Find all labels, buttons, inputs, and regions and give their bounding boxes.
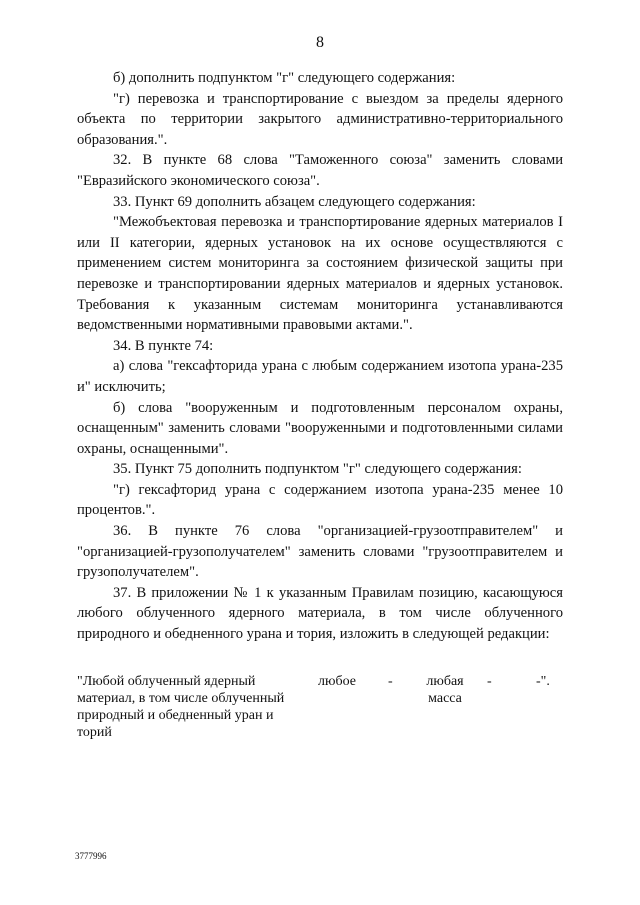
paragraph: 35. Пункт 75 дополнить подпунктом "г" следующего содержания:	[113, 461, 522, 478]
paragraph: 33. Пункт 69 дополнить абзацем следующего содержания:	[113, 193, 476, 210]
paragraph: 36. В пункте 76 слова "организацией-грузоотправителем" и "организацией-грузополучателем" заменить словами "грузоотправителем и грузополучателем".	[77, 523, 563, 581]
paragraph: 32. В пункте 68 слова "Таможенного союза" заменить словами "Евразийского экономического союза".	[77, 152, 563, 189]
page-number: 8	[316, 34, 324, 51]
table-cell-material: "Любой облученный ядерный материал, в том числе облученный природный и обедненный уран и торий	[77, 674, 285, 740]
paragraph: а) слова "гексафторида урана с любым содержанием изотопа урана-235 и" исключить;	[77, 358, 563, 395]
paragraph: б) дополнить подпунктом "г" следующего содержания:	[113, 70, 456, 86]
paragraph: "г) гексафторид урана с содержанием изотопа урана-235 менее 10 процентов.".	[77, 481, 563, 519]
paragraph: "Межобъектовая перевозка и транспортирование ядерных материалов I или II категории, ядерных установок на их основе осуществляются с применением систем мониторинга за состоянием физической защиты при перевозке и транспортировании ядерных материалов и ядерных установок. Требования к указанным системам мониторинга устанавливаются ведомственными нормативными правовыми актами.".	[77, 214, 563, 334]
paragraph: б) слова "вооруженным и подготовленным персоналом охраны, оснащенным" заменить словами "вооруженными и подготовленными силами охраны, оснащенными".	[77, 399, 563, 457]
table-cell-enrichment: любое	[318, 674, 356, 689]
paragraph: 37. В приложении № 1 к указанным Правилам позицию, касающуюся любого облученного ядерного материала, в том числе облученного природного и обедненного урана и тория, изложить в следующей редакции:	[77, 584, 563, 643]
paragraph: "г) перевозка и транспортирование с выездом за пределы ядерного объекта по территории закрытого административно-территориального образования.".	[77, 90, 563, 148]
table-cell-dash: -	[388, 674, 393, 689]
table-cell-end: -".	[536, 674, 550, 689]
paragraph: 34. В пункте 74:	[113, 337, 214, 354]
appendix-table-row	[77, 673, 563, 753]
document-body	[77, 68, 563, 645]
table-cell-dash: -	[487, 674, 492, 689]
table-cell-mass: любая масса	[426, 674, 464, 706]
document-code: 3777996	[75, 851, 107, 861]
